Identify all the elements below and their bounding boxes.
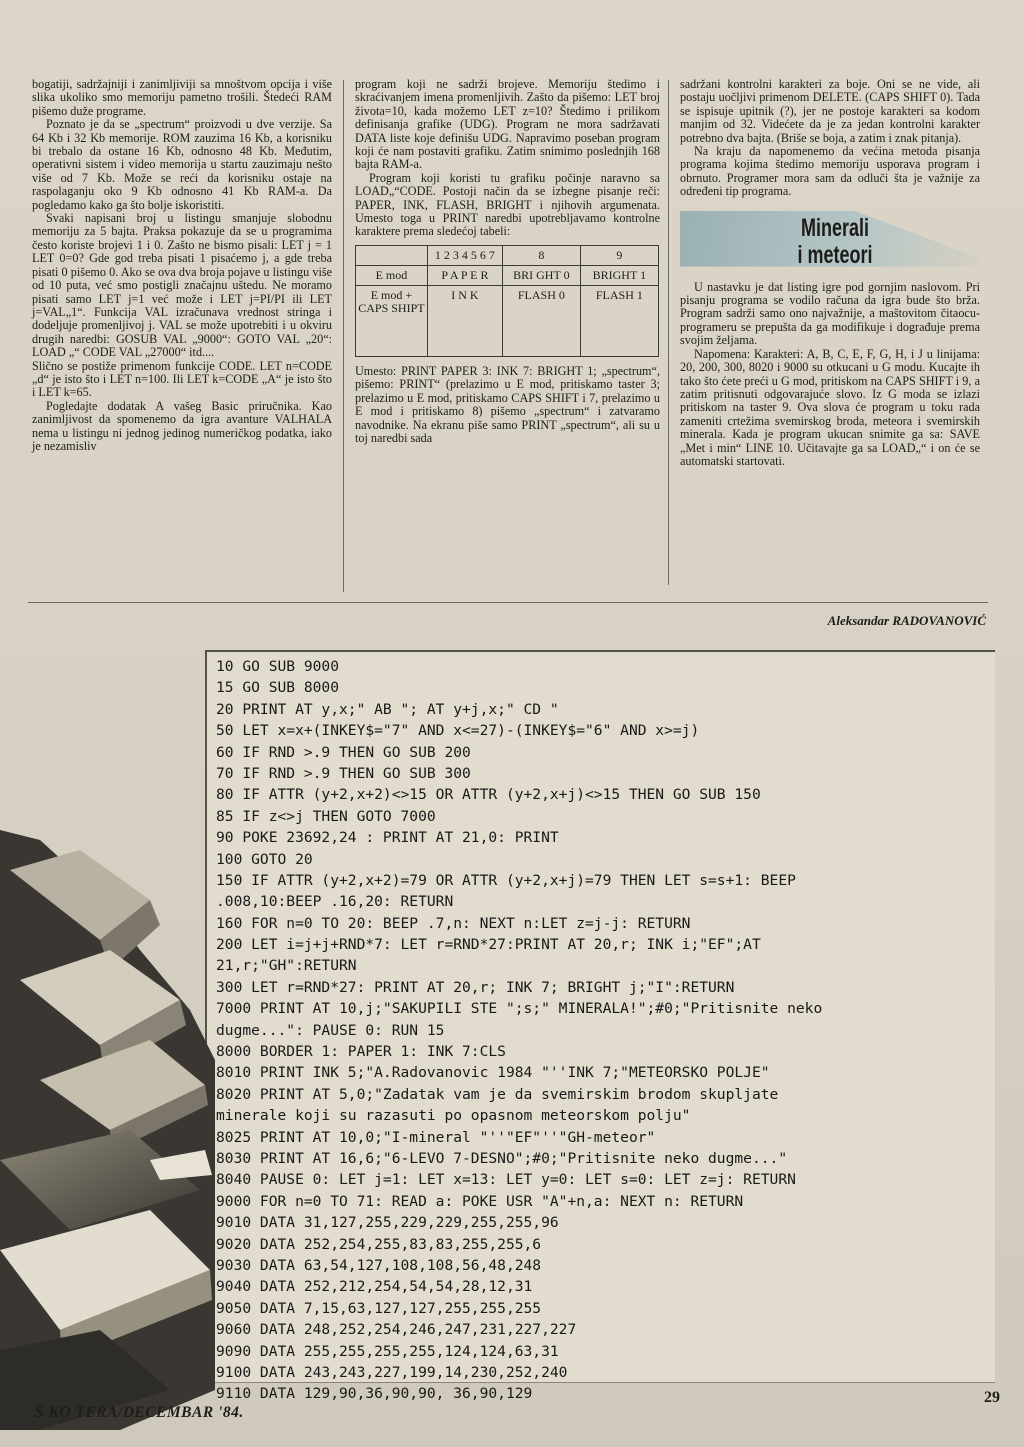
code-line: 150 IF ATTR (y+2,x+2)=79 OR ATTR (y+2,x+j)=79 THEN LET s=s+1: BEEP — [216, 871, 796, 889]
table-cell: BRIGHT 1 — [580, 265, 658, 285]
article-column-3 — [680, 78, 980, 468]
table-row — [356, 285, 659, 356]
code-line: 9000 FOR n=0 TO 71: READ a: POKE USR "A"+n,a: NEXT n: RETURN — [216, 1192, 744, 1210]
table-cell: 1 2 3 4 5 6 7 — [427, 245, 502, 265]
article-heading-box — [680, 205, 980, 275]
cassette-photo — [0, 830, 215, 1430]
paragraph: bogatiji, sadržajniji i zanimljiviji sa mnoštvom opcija i više slika ukoliko smo memoriju pametno trošili. Štedeći RAM pišemo duže programe. — [32, 77, 332, 118]
code-line: 9050 DATA 7,15,63,127,127,255,255,255 — [216, 1299, 542, 1317]
code-line: 85 IF z<>j THEN GOTO 7000 — [216, 807, 436, 825]
code-line: 8040 PAUSE 0: LET j=1: LET x=13: LET y=0: LET s=0: LET z=j: RETURN — [216, 1171, 796, 1189]
paragraph: Na kraju da napomenemo da većina metoda pisanja programa kojima štedimo memoriju usporava program i obrnuto. Programer mora sam da odluči šta je važnije za određeni tip programa. — [680, 144, 980, 199]
paragraph: U nastavku je dat listing igre pod gornjim naslovom. Pri pisanju programa se vodilo računa da igra bude što brža. Program sadrži samo ono najvažnije, a maštovitom čitaocu-programeru se prepušta da ga modifikuje i dograđuje prema svojim željama. — [680, 279, 980, 348]
table-cell: 9 — [580, 245, 658, 265]
paragraph: Program koji koristi tu grafiku počinje naravno sa LOAD„“CODE. Postoji način da se izbegne pisanje reči: PAPER, INK, FLASH, BRIGHT i njihovih argumenata. Umesto toga u PRINT naredbi upotrebljavamo kontrolne karaktere prema sledećoj tabeli: — [355, 170, 660, 239]
code-line: 50 LET x=x+(INKEY$="7" AND x<=27)-(INKEY$="6" AND x>=j) — [216, 722, 700, 740]
code-line: 20 PRINT AT y,x;" AB "; AT y+j,x;" CD " — [216, 700, 559, 718]
article-column-1 — [32, 78, 332, 453]
code-line: 9090 DATA 255,255,255,255,124,124,63,31 — [216, 1342, 559, 1360]
paragraph: program koji ne sadrži brojeve. Memoriju štedimo i skraćivanjem imena promenljivih. Zašto da pišemo: LET broj života=10, kada možemo LET z=10? Štedimo i prilikom definisanja grafike (UDG). Program ne mora sadržavati DATA liste koje definišu UDG. Napravimo poseban program koji će nam postaviti grafiku. Zatim snimimo poslednjih 168 bajta RAM-a. — [355, 77, 660, 172]
code-line: 8025 PRINT AT 10,0;"I-mineral "''"EF"''"GH-meteor" — [216, 1128, 656, 1146]
code-line: 8020 PRINT AT 5,0;"Zadatak vam je da svemirskim brodom skupljate — [216, 1085, 779, 1103]
code-line: 15 GO SUB 8000 — [216, 679, 340, 697]
code-line: dugme...": PAUSE 0: RUN 15 — [216, 1021, 445, 1039]
code-line: 7000 PRINT AT 10,j;"SAKUPILI STE ";s;" MINERALA!";#0;"Pritisnite neko — [216, 1000, 823, 1018]
code-line: 9110 DATA 129,90,36,90,90, 36,90,129 — [216, 1385, 533, 1403]
table-cell: FLASH 0 — [503, 285, 581, 356]
heading-line: i meteori — [797, 240, 873, 269]
code-line: 8000 BORDER 1: PAPER 1: INK 7:CLS — [216, 1043, 506, 1061]
code-line: .008,10:BEEP .16,20: RETURN — [216, 893, 454, 911]
code-line: 9100 DATA 243,243,227,199,14,230,252,240 — [216, 1363, 568, 1381]
paragraph: sadržani kontrolni karakteri za boje. Oni se ne vide, ali postaju uočljivi primenom DELETE. (CAPS SHIFT 0). Tada se ispisuje upitnik (?), jer ne postoje karakteri sa kodom manjim od 32. Videćete da je za jedan kontrolni karakter potrebno dva bajta. (Briše se boja, a zatim i znak pitanja). — [680, 77, 980, 145]
code-line: 70 IF RND >.9 THEN GO SUB 300 — [216, 764, 471, 782]
article-heading — [792, 215, 878, 269]
table-cell: E mod + CAPS SHIPT — [356, 285, 428, 356]
table-cell: BRI GHT 0 — [503, 265, 581, 285]
code-line: 80 IF ATTR (y+2,x+2)<>15 OR ATTR (y+2,x+j)<>15 THEN GO SUB 150 — [216, 786, 761, 804]
code-line: 8030 PRINT AT 16,6;"6-LEVO 7-DESNO";#0;"Pritisnite neko dugme..." — [216, 1149, 788, 1167]
code-line: 9060 DATA 248,252,254,246,247,231,227,227 — [216, 1321, 577, 1339]
control-key-table — [355, 245, 659, 357]
code-line: 8010 PRINT INK 5;"A.Radovanovic 1984 "''INK 7;"METEORSKO POLJE" — [216, 1064, 770, 1082]
paragraph: Slično se postiže primenom funkcije CODE. LET n=CODE „d“ je isto što i LET n=100. Ili LET k=CODE „A“ je isto što i LET k=65. — [32, 358, 332, 400]
code-line: 9010 DATA 31,127,255,229,229,255,255,96 — [216, 1214, 559, 1232]
author-name: Aleksandar RADOVANOVIĆ — [827, 613, 986, 628]
code-line: 100 GOTO 20 — [216, 850, 313, 868]
table-cell: 8 — [503, 245, 581, 265]
paragraph: Svaki napisani broj u listingu smanjuje slobodnu memoriju za 5 bajta. Praksa pokazuje da se u programima često koriste brojevi 1 i 0. Zašto ne bismo pisali: LET j = 1 LET 0=0? Gde god treba pisati 1 pisaćemo j, a gde treba pisati 0 pišemo 0. Ako se ova dva broja pojave u listingu više od 10 puta, već smo postigli značajnu uštedu. Ne moramo pisati samo LET j=1 već može i LET j=PI/PI ili LET j=VAL„1“. Funkcija VAL izračunava vrednost stringa i dodeljuje promenljivoj j. VAL se može upotrebiti i u okviru drugih naredbi: GOSUB VAL „9000“: GOTO VAL „20“: LOAD „“ CODE VAL „27000“ itd.... — [32, 211, 332, 360]
code-line: minerale koji su razasuti po opasnom meteorskom polju" — [216, 1107, 691, 1125]
magazine-footer: S KO TERA/DECEMBAR '84. — [35, 1404, 244, 1421]
code-line: 160 FOR n=0 TO 20: BEEP .7,n: NEXT n:LET z=j-j: RETURN — [216, 914, 691, 932]
column-divider — [343, 80, 344, 592]
code-line: 9040 DATA 252,212,254,54,54,28,12,31 — [216, 1278, 533, 1296]
section-divider — [28, 602, 988, 603]
paragraph: Napomena: Karakteri: A, B, C, E, F, G, H, i J u linijama: 20, 200, 300, 8020 i 9000 su otkucani u G modu. Kucajte ih tako što ćete preći u G mod, pritiskom na CAPS SHIFT i 9, a zatim pritisnuti odgovarajuće slovo. Iz G moda se izlazi pritiskom na taster 9. Ova slova će program u toku rada zameniti crtežima svemirskog broda, meteora i svemirskih minerala. Kada je program ukucan snimite ga sa: SAVE „Met i min“ LINE 10. Učitavajte ga sa LOAD„“ i on će se automatski startovati. — [680, 346, 980, 468]
code-line: 9030 DATA 63,54,127,108,108,56,48,248 — [216, 1256, 542, 1274]
code-line: 200 LET i=j+j+RND*7: LET r=RND*27:PRINT AT 20,r; INK i;"EF";AT — [216, 936, 761, 954]
program-listing — [216, 656, 822, 1405]
page-number: 29 — [984, 1389, 1000, 1406]
code-line: 9020 DATA 252,254,255,83,83,255,255,6 — [216, 1235, 542, 1253]
code-line: 21,r;"GH":RETURN — [216, 957, 357, 975]
table-cell: I N K — [427, 285, 502, 356]
heading-line: Minerali — [800, 213, 870, 242]
paragraph: Pogledajte dodatak A vašeg Basic priručnika. Kao zanimljivost da spomenemo da igra avanture VALHALA nema u listingu ni jednog jedinog numeričkog podatka, iako je nezamisliv — [32, 398, 332, 453]
code-line: 90 POKE 23692,24 : PRINT AT 21,0: PRINT — [216, 829, 559, 847]
code-line: 60 IF RND >.9 THEN GO SUB 200 — [216, 743, 471, 761]
column-divider — [668, 80, 669, 585]
table-row — [356, 265, 659, 285]
table-cell: E mod — [356, 265, 428, 285]
table-cell: FLASH 1 — [580, 285, 658, 356]
code-line: 300 LET r=RND*27: PRINT AT 20,r; INK 7; BRIGHT j;"I":RETURN — [216, 978, 735, 996]
article-column-2 — [355, 78, 660, 445]
paragraph: Poznato je da se „spectrum“ proizvodi u dve verzije. Sa 64 Kb i 32 Kb memorije. ROM zauzima 16 Kb, a korisniku bi trebalo da ostane 16 Kb, odnosno 48 Kb. Međutim, operativni sistem i video memorija u startu zauzimaju nešto više od 7 Kb. Može se reći da korisniku ostaje na raspolaganju oko 9 Kb odnosno 41 Kb RAM-a. Da pogledamo kako ga što bolje iskoristiti. — [32, 117, 332, 212]
table-cell: P A P E R — [427, 265, 502, 285]
paragraph: Umesto: PRINT PAPER 3: INK 7: BRIGHT 1; „spectrum“, pišemo: PRINT“ (prelazimo u E mod, pritiskamo taster 3; prelazimo u E mod, pritiskamo CAPS SHIFT i 7, prelazimo u E mod i pritiskamo 8) pišemo „spectrum“ i zatvaramo navodnike. Na ekranu piše samo PRINT „spectrum“, ali su u toj naredbi sada — [355, 363, 660, 445]
code-line: 10 GO SUB 9000 — [216, 658, 340, 675]
table-row — [356, 245, 659, 265]
table-cell — [356, 245, 428, 265]
